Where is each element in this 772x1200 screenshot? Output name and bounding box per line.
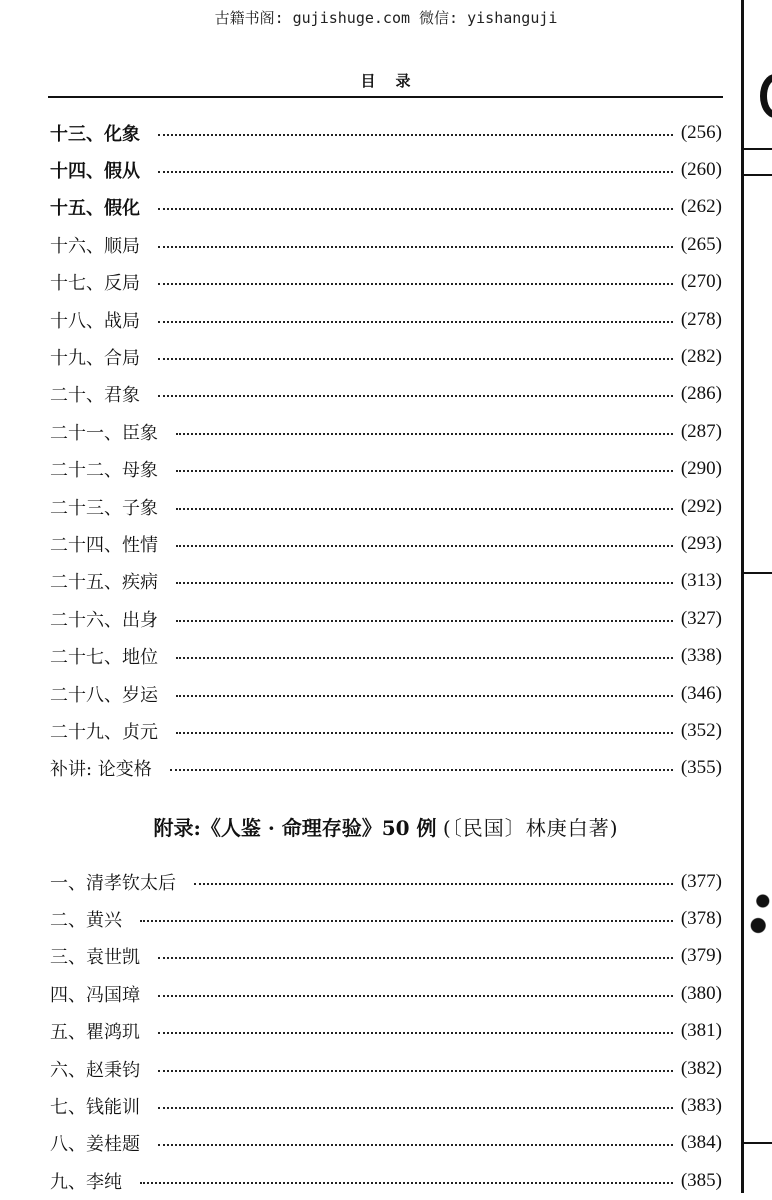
- toc-entry: [50, 338, 722, 375]
- adjacent-page-rule: [744, 1142, 772, 1144]
- toc-entry-label: 二十八、岁运: [50, 684, 158, 706]
- toc-entry-page: (278): [680, 308, 722, 330]
- adjacent-page-border: [741, 0, 744, 1193]
- toc-entry: [50, 1013, 722, 1050]
- toc-entry-label: 一、清孝钦太后: [50, 872, 176, 894]
- toc-entry-label: 三、袁世凯: [50, 947, 140, 969]
- header-rule: [48, 96, 723, 98]
- leader-dots: [158, 134, 673, 136]
- toc-entry-page: (290): [680, 458, 722, 480]
- toc-entry-label: 十五、假化: [50, 198, 140, 220]
- toc-entry-page: (382): [680, 1057, 722, 1079]
- adjacent-page-rule: [744, 174, 772, 176]
- running-head: 目录: [360, 72, 431, 90]
- toc-entry-label: 补讲: 论变格: [50, 759, 152, 781]
- leader-dots: [176, 695, 673, 697]
- leader-dots: [176, 470, 673, 472]
- leader-dots: [158, 1070, 673, 1072]
- leader-dots: [158, 1107, 673, 1109]
- toc-entry-page: (379): [680, 945, 722, 967]
- toc-entry: [50, 637, 722, 674]
- toc-entry: [50, 376, 722, 413]
- toc-entry-page: (355): [680, 757, 722, 779]
- leader-dots: [158, 246, 673, 248]
- toc-entry-page: (270): [680, 271, 722, 293]
- toc-entry: [50, 563, 722, 600]
- toc-entry: [50, 975, 722, 1012]
- leader-dots: [158, 957, 673, 959]
- toc-entry-label: 二十、君象: [50, 385, 140, 407]
- leader-dots: [158, 995, 673, 997]
- leader-dots: [176, 508, 673, 510]
- toc-entry: [50, 938, 722, 975]
- toc-list-appendix: [50, 863, 722, 1200]
- toc-entry-label: 二十六、出身: [50, 609, 158, 631]
- watermark-text: 古籍书阁: gujishuge.com 微信: yishanguji: [214, 9, 558, 27]
- appendix-title: 附录:《人鉴 · 命理存验》50 例: [153, 816, 437, 840]
- toc-entry-label: 二十九、贞元: [50, 721, 158, 743]
- toc-entry-page: (287): [680, 420, 722, 442]
- toc-entry-page: (377): [680, 870, 722, 892]
- toc-entry-page: (327): [680, 607, 722, 629]
- leader-dots: [176, 732, 673, 734]
- toc-entry-page: (260): [680, 159, 722, 181]
- toc-entry-label: 五、瞿鸿玑: [50, 1022, 140, 1044]
- toc-entry-page: (293): [680, 532, 722, 554]
- leader-dots: [176, 620, 673, 622]
- toc-entry-page: (286): [680, 383, 722, 405]
- toc-entry: [50, 675, 722, 712]
- toc-entry-label: 二十五、疾病: [50, 572, 158, 594]
- adjacent-page-rule: [744, 148, 772, 150]
- toc-entry: [50, 1050, 722, 1087]
- leader-dots: [158, 208, 673, 210]
- toc-entry: [50, 1125, 722, 1162]
- toc-entry-page: (383): [680, 1095, 722, 1117]
- toc-entry-page: (381): [680, 1020, 722, 1042]
- leader-dots: [176, 582, 673, 584]
- toc-entry: [50, 863, 722, 900]
- toc-entry-label: 十九、合局: [50, 348, 140, 370]
- toc-entry-label: 二十四、性情: [50, 534, 158, 556]
- toc-entry-label: 十八、战局: [50, 310, 140, 332]
- toc-entry-label: 十三、化象: [50, 123, 140, 145]
- toc-entry-page: (292): [680, 495, 722, 517]
- toc-entry: [50, 413, 722, 450]
- leader-dots: [176, 657, 673, 659]
- toc-entry-page: (378): [680, 908, 722, 930]
- leader-dots: [176, 433, 673, 435]
- leader-dots: [194, 883, 673, 885]
- adjacent-page-glyph: [760, 74, 772, 118]
- toc-entry-label: 二十七、地位: [50, 647, 158, 669]
- leader-dots: [158, 1144, 673, 1146]
- toc-entry-label: 九、李纯: [50, 1171, 122, 1193]
- leader-dots: [158, 395, 673, 397]
- toc-entry: [50, 301, 722, 338]
- toc-entry-label: 十七、反局: [50, 273, 140, 295]
- toc-entry: [50, 488, 722, 525]
- toc-entry: [50, 151, 722, 188]
- toc-entry-page: (313): [680, 570, 722, 592]
- toc-entry: [50, 900, 722, 937]
- toc-entry: [50, 451, 722, 488]
- leader-dots: [158, 1032, 673, 1034]
- toc-entry-label: 十四、假从: [50, 161, 140, 183]
- adjacent-page-rule: [744, 572, 772, 574]
- toc-entry-label: 四、冯国璋: [50, 984, 140, 1006]
- toc-entry: [50, 1162, 722, 1199]
- toc-entry-label: 二十一、臣象: [50, 422, 158, 444]
- leader-dots: [140, 1182, 673, 1184]
- toc-entry: [50, 264, 722, 301]
- toc-entry-page: (346): [680, 682, 722, 704]
- toc-entry: [50, 226, 722, 263]
- toc-entry: [50, 189, 722, 226]
- adjacent-page-ornament: [749, 880, 772, 950]
- toc-entry-page: (384): [680, 1132, 722, 1154]
- toc-entry: [50, 114, 722, 151]
- toc-entry: [50, 1087, 722, 1124]
- toc-entry-label: 六、赵秉钧: [50, 1059, 140, 1081]
- toc-entry: [50, 525, 722, 562]
- toc-entry-page: (385): [680, 1169, 722, 1191]
- toc-entry-label: 二、黄兴: [50, 910, 122, 932]
- appendix-subtitle: (〔民国〕林庚白著): [442, 816, 619, 840]
- toc-entry-page: (352): [680, 719, 722, 741]
- leader-dots: [158, 171, 673, 173]
- toc-entry-page: (265): [680, 233, 722, 255]
- toc-entry: [50, 600, 722, 637]
- appendix-heading: [50, 812, 722, 841]
- toc-entry-page: (380): [680, 982, 722, 1004]
- toc-entry-label: 二十三、子象: [50, 497, 158, 519]
- toc-entry: [50, 750, 722, 787]
- toc-entry: [50, 712, 722, 749]
- toc-entry-page: (262): [680, 196, 722, 218]
- toc-entry-page: (256): [680, 121, 722, 143]
- leader-dots: [158, 283, 673, 285]
- toc-entry-label: 八、姜桂题: [50, 1134, 140, 1156]
- toc-entry-label: 二十二、母象: [50, 460, 158, 482]
- leader-dots: [170, 769, 673, 771]
- leader-dots: [140, 920, 673, 922]
- toc-entry-page: (282): [680, 346, 722, 368]
- toc-entry-label: 七、钱能训: [50, 1097, 140, 1119]
- leader-dots: [158, 358, 673, 360]
- leader-dots: [176, 545, 673, 547]
- toc-entry-page: (338): [680, 645, 722, 667]
- leader-dots: [158, 321, 673, 323]
- toc-entry-label: 十六、顺局: [50, 235, 140, 257]
- toc-list-main: [50, 114, 722, 787]
